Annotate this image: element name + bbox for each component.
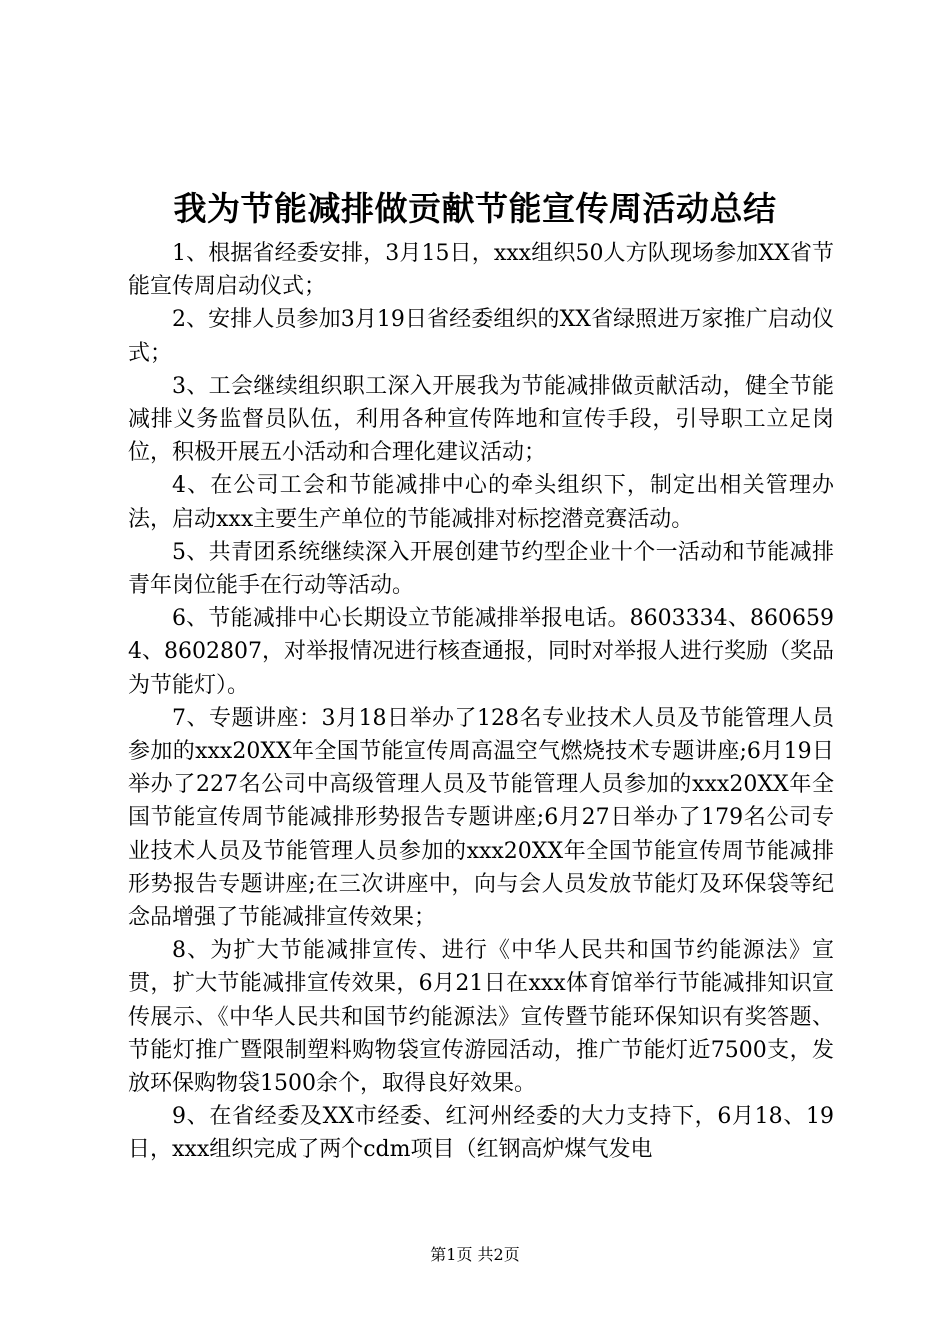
paragraph-5: 5、共青团系统继续深入开展创建节约型企业十个一活动和节能减排青年岗位能手在行动等活动。 bbox=[128, 539, 834, 599]
paragraph-6: 6、节能减排中心长期设立节能减排举报电话。8603334、8606594、8602807，对举报情况进行核查通报，同时对举报人进行奖励（奖品为节能灯）。 bbox=[128, 606, 834, 698]
page-footer: 第1页 共2页 bbox=[430, 1245, 520, 1264]
paragraph-7: 7、专题讲座：3月18日举办了128名专业技术人员及节能管理人员参加的xxx20XX年全国节能宣传周高温空气燃烧技术专题讲座;6月19日举办了227名公司中高级管理人员及节能管理人员参加的xxx20XX年全国节能宣传周节能减排形势报告专题讲座;6月27日举办了179名公司专业技术人员及节能管理人员参加的xxx20XX年全国节能宣传周节能减排形势报告专题讲座;在三次讲座中，向与会人员发放节能灯及环保袋等纪念品增强了节能减排宣传效果； bbox=[128, 705, 834, 931]
paragraph-3: 3、工会继续组织职工深入开展我为节能减排做贡献活动，健全节能减排义务监督员队伍，利用各种宣传阵地和宣传手段，引导职工立足岗位，积极开展五小活动和合理化建议活动； bbox=[128, 373, 834, 466]
paragraph-8: 8、为扩大节能减排宣传、进行《中华人民共和国节约能源法》宣贯，扩大节能减排宣传效果，6月21日在xxx体育馆举行节能减排知识宣传展示、《中华人民共和国节约能源法》宣传暨节能环保知识有奖答题、节能灯推广暨限制塑料购物袋宣传游园活动，推广节能灯近7500支，发放环保购物袋1500余个，取得良好效果。 bbox=[128, 938, 834, 1097]
paragraph-1: 1、根据省经委安排，3月15日，xxx组织50人方队现场参加XX省节能宣传周启动仪式； bbox=[128, 241, 834, 300]
document-title: 我为节能减排做贡献节能宣传周活动总结 bbox=[173, 189, 777, 228]
paragraph-4: 4、在公司工会和节能减排中心的牵头组织下，制定出相关管理办法，启动xxx主要生产单位的节能减排对标挖潜竞赛活动。 bbox=[128, 473, 834, 532]
paragraph-2: 2、安排人员参加3月19日省经委组织的XX省绿照进万家推广启动仪式； bbox=[128, 307, 834, 366]
paragraph-9: 9、在省经委及XX市经委、红河州经委的大力支持下，6月18、19日，xxx组织完成了两个cdm项目（红钢高炉煤气发电 bbox=[128, 1104, 834, 1163]
document-body bbox=[128, 237, 834, 1167]
